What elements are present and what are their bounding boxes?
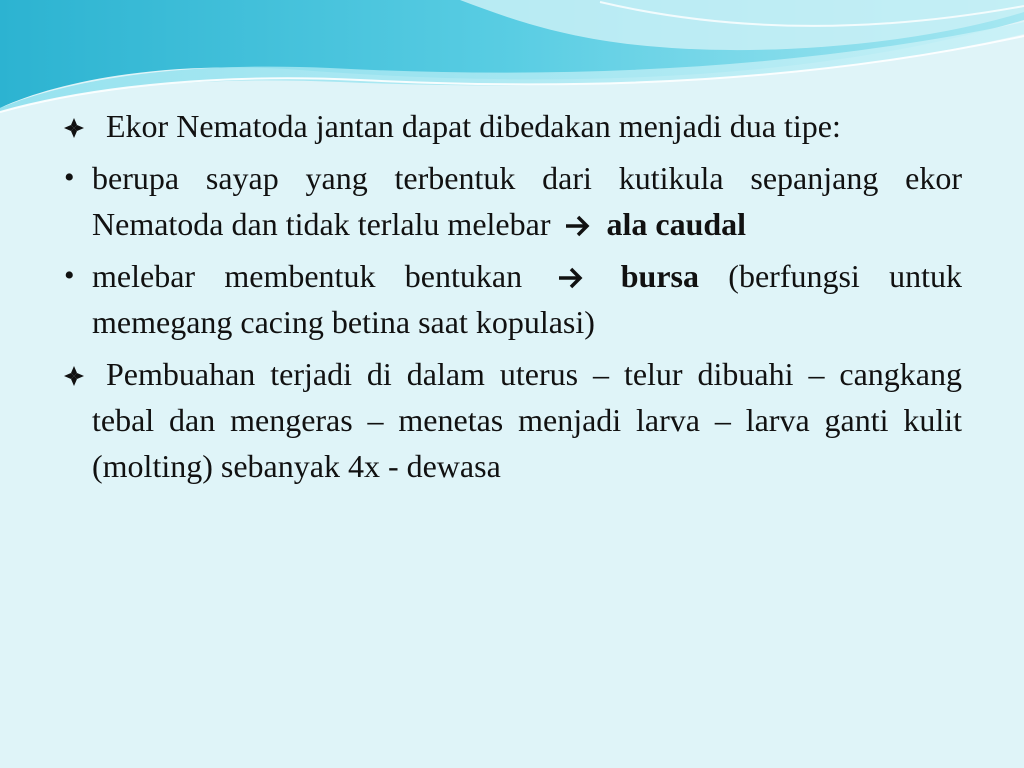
bullet-marker: •: [64, 161, 75, 194]
list-item: [62, 155, 962, 247]
list-item-text: Ekor Nematoda jantan dapat dibedakan menjadi dua tipe:: [106, 108, 841, 144]
diamond-bullet-icon: [62, 364, 86, 388]
list-item-term: bursa: [620, 258, 699, 294]
list-item: [62, 351, 962, 489]
list-item-text: Pembuahan terjadi di dalam uterus – telur dibuahi – cangkang tebal dan mengeras – menetas menjadi larva – larva ganti kulit (molting) sebanyak 4x - dewasa: [92, 356, 962, 484]
slide-body: [62, 103, 962, 495]
bullet-marker: •: [64, 259, 75, 292]
right-arrow-icon: [557, 266, 585, 290]
list-item-text-after: (berfungsi untuk memegang cacing betina saat kopulasi): [92, 258, 963, 340]
diamond-bullet-icon: [62, 116, 86, 140]
header-wave-decoration: [0, 0, 1024, 115]
list-item: [62, 103, 962, 149]
list-item-text: berupa sayap yang terbentuk dari kutikula sepanjang ekor Nematoda dan tidak terlalu melebar: [92, 160, 962, 242]
list-item: [62, 253, 962, 345]
right-arrow-icon: [564, 214, 592, 238]
list-item-text: melebar membentuk bentukan: [92, 258, 523, 294]
list-item-term: ala caudal: [606, 206, 747, 242]
